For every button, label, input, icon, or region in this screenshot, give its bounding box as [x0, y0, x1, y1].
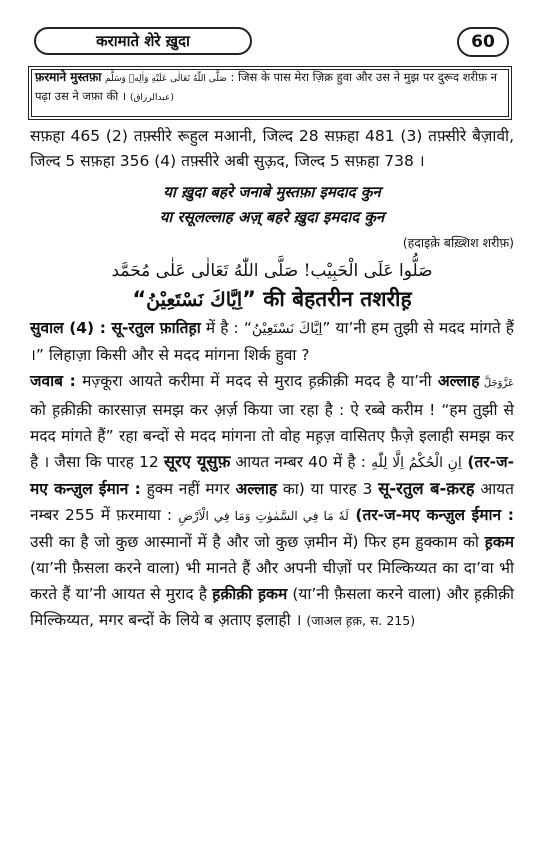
hakam-word: ह़कम	[484, 533, 514, 551]
salu-line: صَلُّوا عَلَى الْحَبِيْب! صَلَّى اللّٰهُ تَعَالٰى عَلٰى مُحَمَّد	[111, 261, 433, 281]
tarjama-2: (तर-ज-मए कन्ज़ुल ईमान :	[348, 506, 514, 524]
question-text-2: ” या’नी हम तुझी से मदद मांगते हैं ।” लिहाज़ा किसी और से मदद मांगना शिर्क हुवा ?	[30, 319, 515, 364]
azza-text: عَزَّوَجَلَّ	[479, 378, 514, 389]
farman-source: (عبدالرزاق)	[129, 93, 174, 103]
answer-text-3: आयत नम्बर 40 में है :	[230, 453, 372, 471]
answer-text-7: उसी का है जो कुछ आस्मानों में है और जो कुछ ज़मीन में) फिर हम ह़ुक्काम को	[30, 533, 485, 551]
page-number: 60	[457, 27, 509, 57]
farman-box	[28, 66, 512, 120]
answer-text-4: हुक्म नहीं मगर	[140, 480, 236, 498]
answer-text-8: (या’नी फ़ैसला करने वाला) भी मानते हैं और अपनी चीज़ों पर मिल्किय्यत का दा’वा भी करते हैं या’नी आयत से मुराद है	[30, 559, 514, 603]
final-reference: (जाअल ह़क़, स. 215)	[306, 613, 416, 628]
main-text	[30, 124, 514, 634]
ayah-2: لَهٗ مَا فِي السَّمٰوٰتِ وَمَا فِي الْاَرْضِ	[178, 509, 349, 523]
ayah-1: اِنِ الْحُكْمُ اِلَّا لِلّٰهِ	[371, 455, 462, 471]
heading-text: ” की बेहतरीन तशरीह़	[242, 287, 412, 311]
answer-text-5: का) या पारह 3	[277, 480, 379, 498]
question-arabic: اِيَّاكَ نَسْتَعِيْنُ	[251, 321, 323, 337]
heading-arabic: اِيَّاكَ نَسْتَعِيْنُ	[146, 289, 243, 311]
section-heading	[30, 284, 514, 315]
qa-paragraph	[30, 315, 514, 634]
allah-word-1: अल्लाह	[437, 372, 480, 390]
heading-open-quote: “	[132, 287, 147, 311]
tarjama-1: (तर-ज-मए कन्ज़ुल ईमान :	[30, 453, 515, 498]
answer-text-6: आयत नम्बर 255 में फ़रमाया :	[30, 480, 514, 524]
question-label: सुवाल (4) : सू-रतुल फ़ातिह़ा	[30, 319, 201, 337]
farman-text: : जिस के पास मेरा ज़िक्र हुवा और उस ने मुझ पर दुरूद शरीफ़ न पढ़ा उस ने जफ़ा की ।	[35, 70, 497, 103]
dua-line-2: या रसूलल्लाह अज़् बहरे ख़ुदा इमदाद कुन	[159, 208, 385, 226]
answer-text-1: मज़्कूरा आयते करीमा में मदद से मुराद ह़क़ीक़ी मदद है या’नी	[75, 372, 438, 390]
references-paragraph: सफ़हा 465 (2) तफ़्सीरे रूहुल मआनी, जिल्द 28 सफ़हा 481 (3) तफ़्सीरे बैज़ावी, जिल्द 5 सफ़हा 356 (4) तफ़्सीरे अबी सुऊ़द, जिल्द 5 सफ़हा 738 ।	[30, 127, 514, 170]
answer-text-9: (या’नी फ़ैसला करने वाला) और ह़क़ीक़ी मिल्किय्यत, मगर बन्दों के लिये ब अ़ताए इलाही ।	[30, 585, 514, 629]
surah-baqarah: सू-रतुल ब-क़रह	[378, 479, 475, 498]
dua-source: (हदाइके़ बख़्शिश शरीफ़)	[402, 235, 514, 250]
allah-word-2: अल्लाह	[235, 480, 278, 498]
dua-line-1: या ख़ुदा बहरे जनाबे मुस्तफ़ा इमदाद कुन	[163, 183, 381, 201]
surah-yusuf: सूरए यूसुफ़	[163, 452, 231, 471]
answer-text-2: को ह़क़ीक़ी कारसाज़ समझ कर अ़र्ज़ किया जा रहा है : ऐ रब्बे करीम ! “हम तुझी से मदद मांगते हैं” रहा बन्दों से मदद मांगना तो वोह मह़ज़ वासितए फ़ैज़े इलाही समझ कर है । जैसा कि पारह 12	[30, 401, 514, 471]
salawat-text: صَلَّى اللّٰهُ تَعَالٰى عَلَيْهِ وَاٰلِهٖ وَسَلَّم	[104, 74, 227, 84]
haqiqi-hakam: ह़क़ीक़ी ह़कम	[212, 585, 288, 603]
answer-label: जवाब :	[30, 372, 76, 390]
question-text-1: में है : “	[200, 319, 252, 337]
book-title: करामाते शेरे ख़ुदा	[34, 27, 252, 55]
farman-label: फ़रमाने मुस्तफ़ा	[35, 70, 102, 84]
